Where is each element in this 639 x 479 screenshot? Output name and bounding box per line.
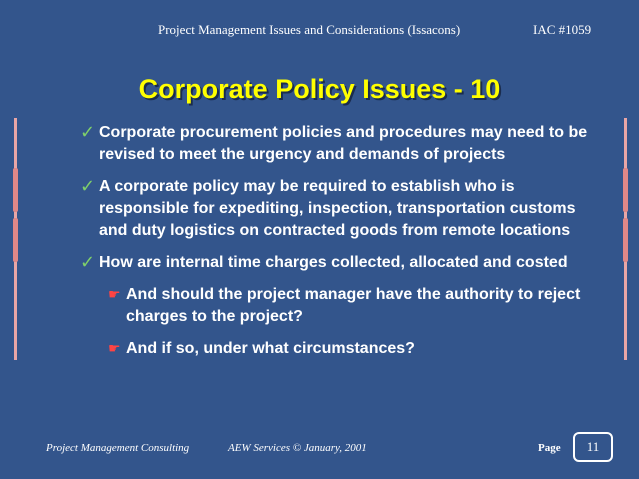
right-decor-segment (623, 218, 628, 262)
left-decor-segment (13, 218, 18, 262)
sub-bullet-item (80, 338, 600, 360)
checkmark-icon: ✓ (80, 176, 96, 197)
footer-company: Project Management Consulting (46, 442, 190, 454)
course-code: IAC #1059 (533, 22, 592, 37)
right-decor-bar (624, 118, 627, 360)
bullet-item (80, 252, 600, 274)
sub-bullet-item (80, 284, 600, 328)
pointing-hand-icon: ☛ (108, 341, 121, 357)
bullet-text: A corporate policy may be required to establish who is responsible for expediting, inspection, transportation customs and duty logistics on contracted goods from remote locations (99, 178, 576, 239)
bullet-text: Corporate procurement policies and procedures may need to be revised to meet the urgency and demands of projects (99, 124, 588, 163)
slide-footer (0, 442, 639, 462)
right-decor-segment (623, 168, 628, 212)
checkmark-icon: ✓ (80, 122, 96, 143)
sub-bullet-text: And if so, under what circumstances? (126, 340, 415, 357)
footer-copyright: AEW Services © January, 2001 (228, 442, 367, 454)
left-decor-bar (14, 118, 17, 360)
slide-header (0, 22, 639, 42)
page-label: Page (538, 442, 561, 454)
slide-title: Corporate Policy Issues - 10 (138, 74, 501, 104)
bullet-text: How are internal time charges collected, allocated and costed (99, 254, 568, 271)
bullet-item (80, 176, 600, 242)
pointing-hand-icon: ☛ (108, 287, 121, 303)
page-number-badge: 11 (573, 432, 613, 462)
bullet-item (80, 122, 600, 166)
sub-bullet-text: And should the project manager have the authority to reject charges to the project? (126, 286, 581, 325)
slide-content (80, 122, 600, 370)
checkmark-icon: ✓ (80, 252, 96, 273)
course-title: Project Management Issues and Considerations (Issacons) (158, 22, 461, 37)
left-decor-segment (13, 168, 18, 212)
